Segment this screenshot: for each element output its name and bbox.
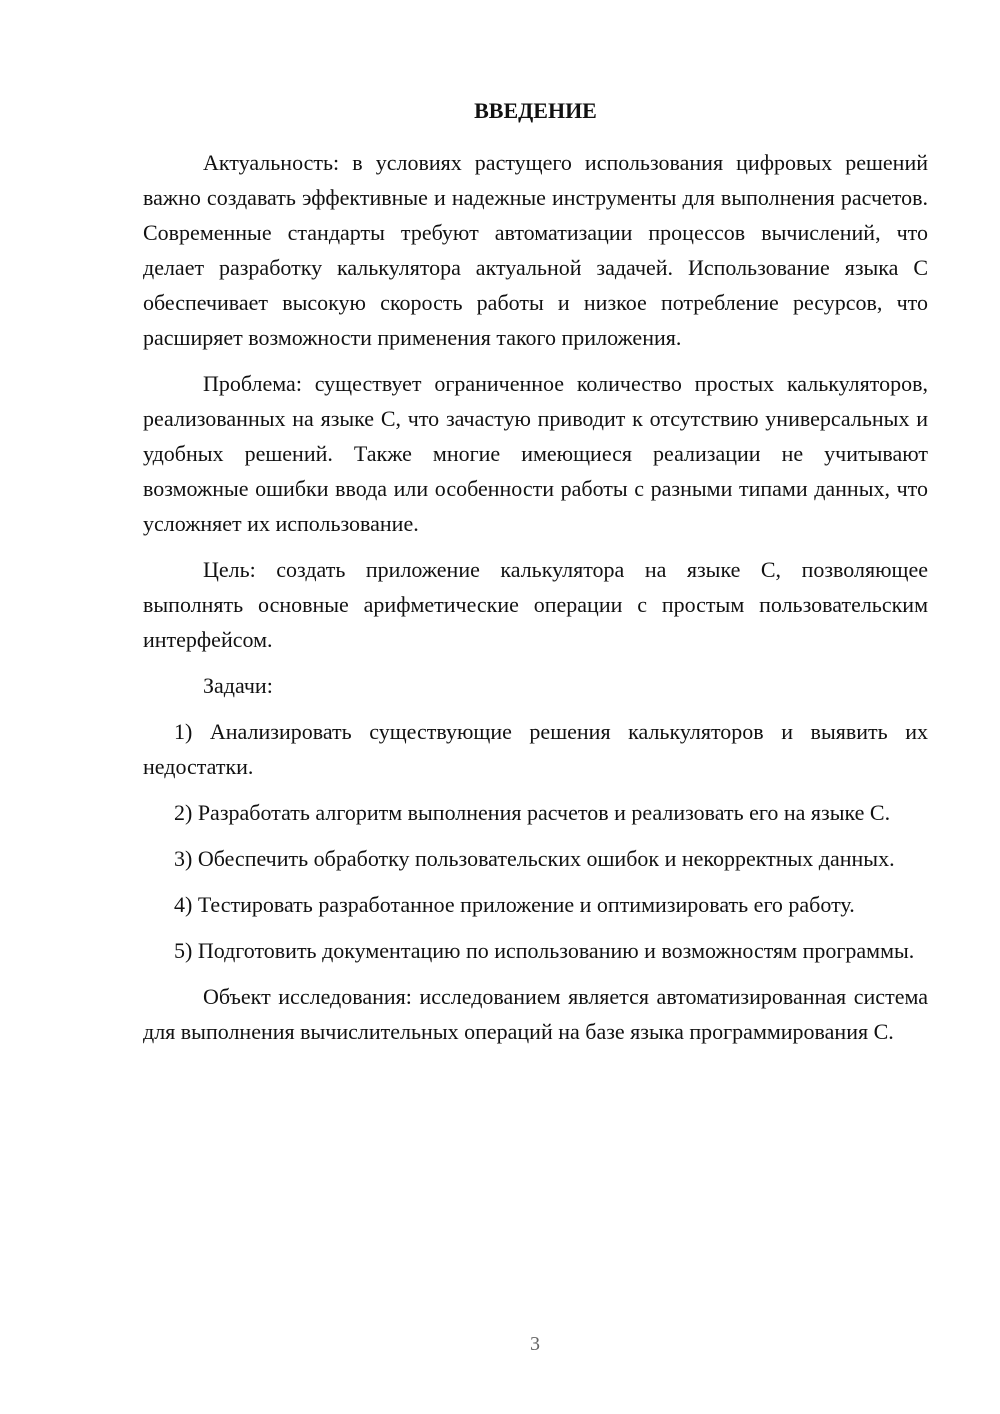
- section-title: ВВЕДЕНИЕ: [474, 98, 597, 123]
- tasks-heading: Задачи:: [203, 673, 273, 698]
- task-item: 2) Разработать алгоритм выполнения расчетов и реализовать его на языке С.: [174, 800, 891, 825]
- paragraph-object: Объект исследования: исследованием является автоматизированная система для выполнения вычислительных операций на базе языка программирования С.: [143, 984, 928, 1044]
- task-item: 4) Тестировать разработанное приложение и оптимизировать его работу.: [174, 892, 855, 917]
- task-item: 5) Подготовить документацию по использованию и возможностям программы.: [174, 938, 915, 963]
- paragraph-problem: Проблема: существует ограниченное количество простых калькуляторов, реализованных на языке С, что зачастую приводит к отсутствию универсальных и удобных решений. Также многие имеющиеся реализации не учитывают возможные ошибки ввода или особенности работы с разными типами данных, что усложняет их использование.: [143, 371, 928, 536]
- paragraph-relevance: Актуальность: в условиях растущего использования цифровых решений важно создавать эффективные и надежные инструменты для выполнения расчетов. Современные стандарты требуют автоматизации процессов вычислений, что делает разработку калькулятора актуальной задачей. Использование языка С обеспечивает высокую скорость работы и низкое потребление ресурсов, что расширяет возможности применения такого приложения.: [143, 150, 928, 350]
- task-item: 3) Обеспечить обработку пользовательских ошибок и некорректных данных.: [174, 846, 895, 871]
- paragraph-goal: Цель: создать приложение калькулятора на языке С, позволяющее выполнять основные арифметические операции с простым пользовательским интерфейсом.: [143, 557, 928, 652]
- page-number: 3: [530, 1333, 540, 1355]
- task-item: 1) Анализировать существующие решения калькуляторов и выявить их недостатки.: [143, 719, 928, 779]
- page-content: [143, 93, 928, 1060]
